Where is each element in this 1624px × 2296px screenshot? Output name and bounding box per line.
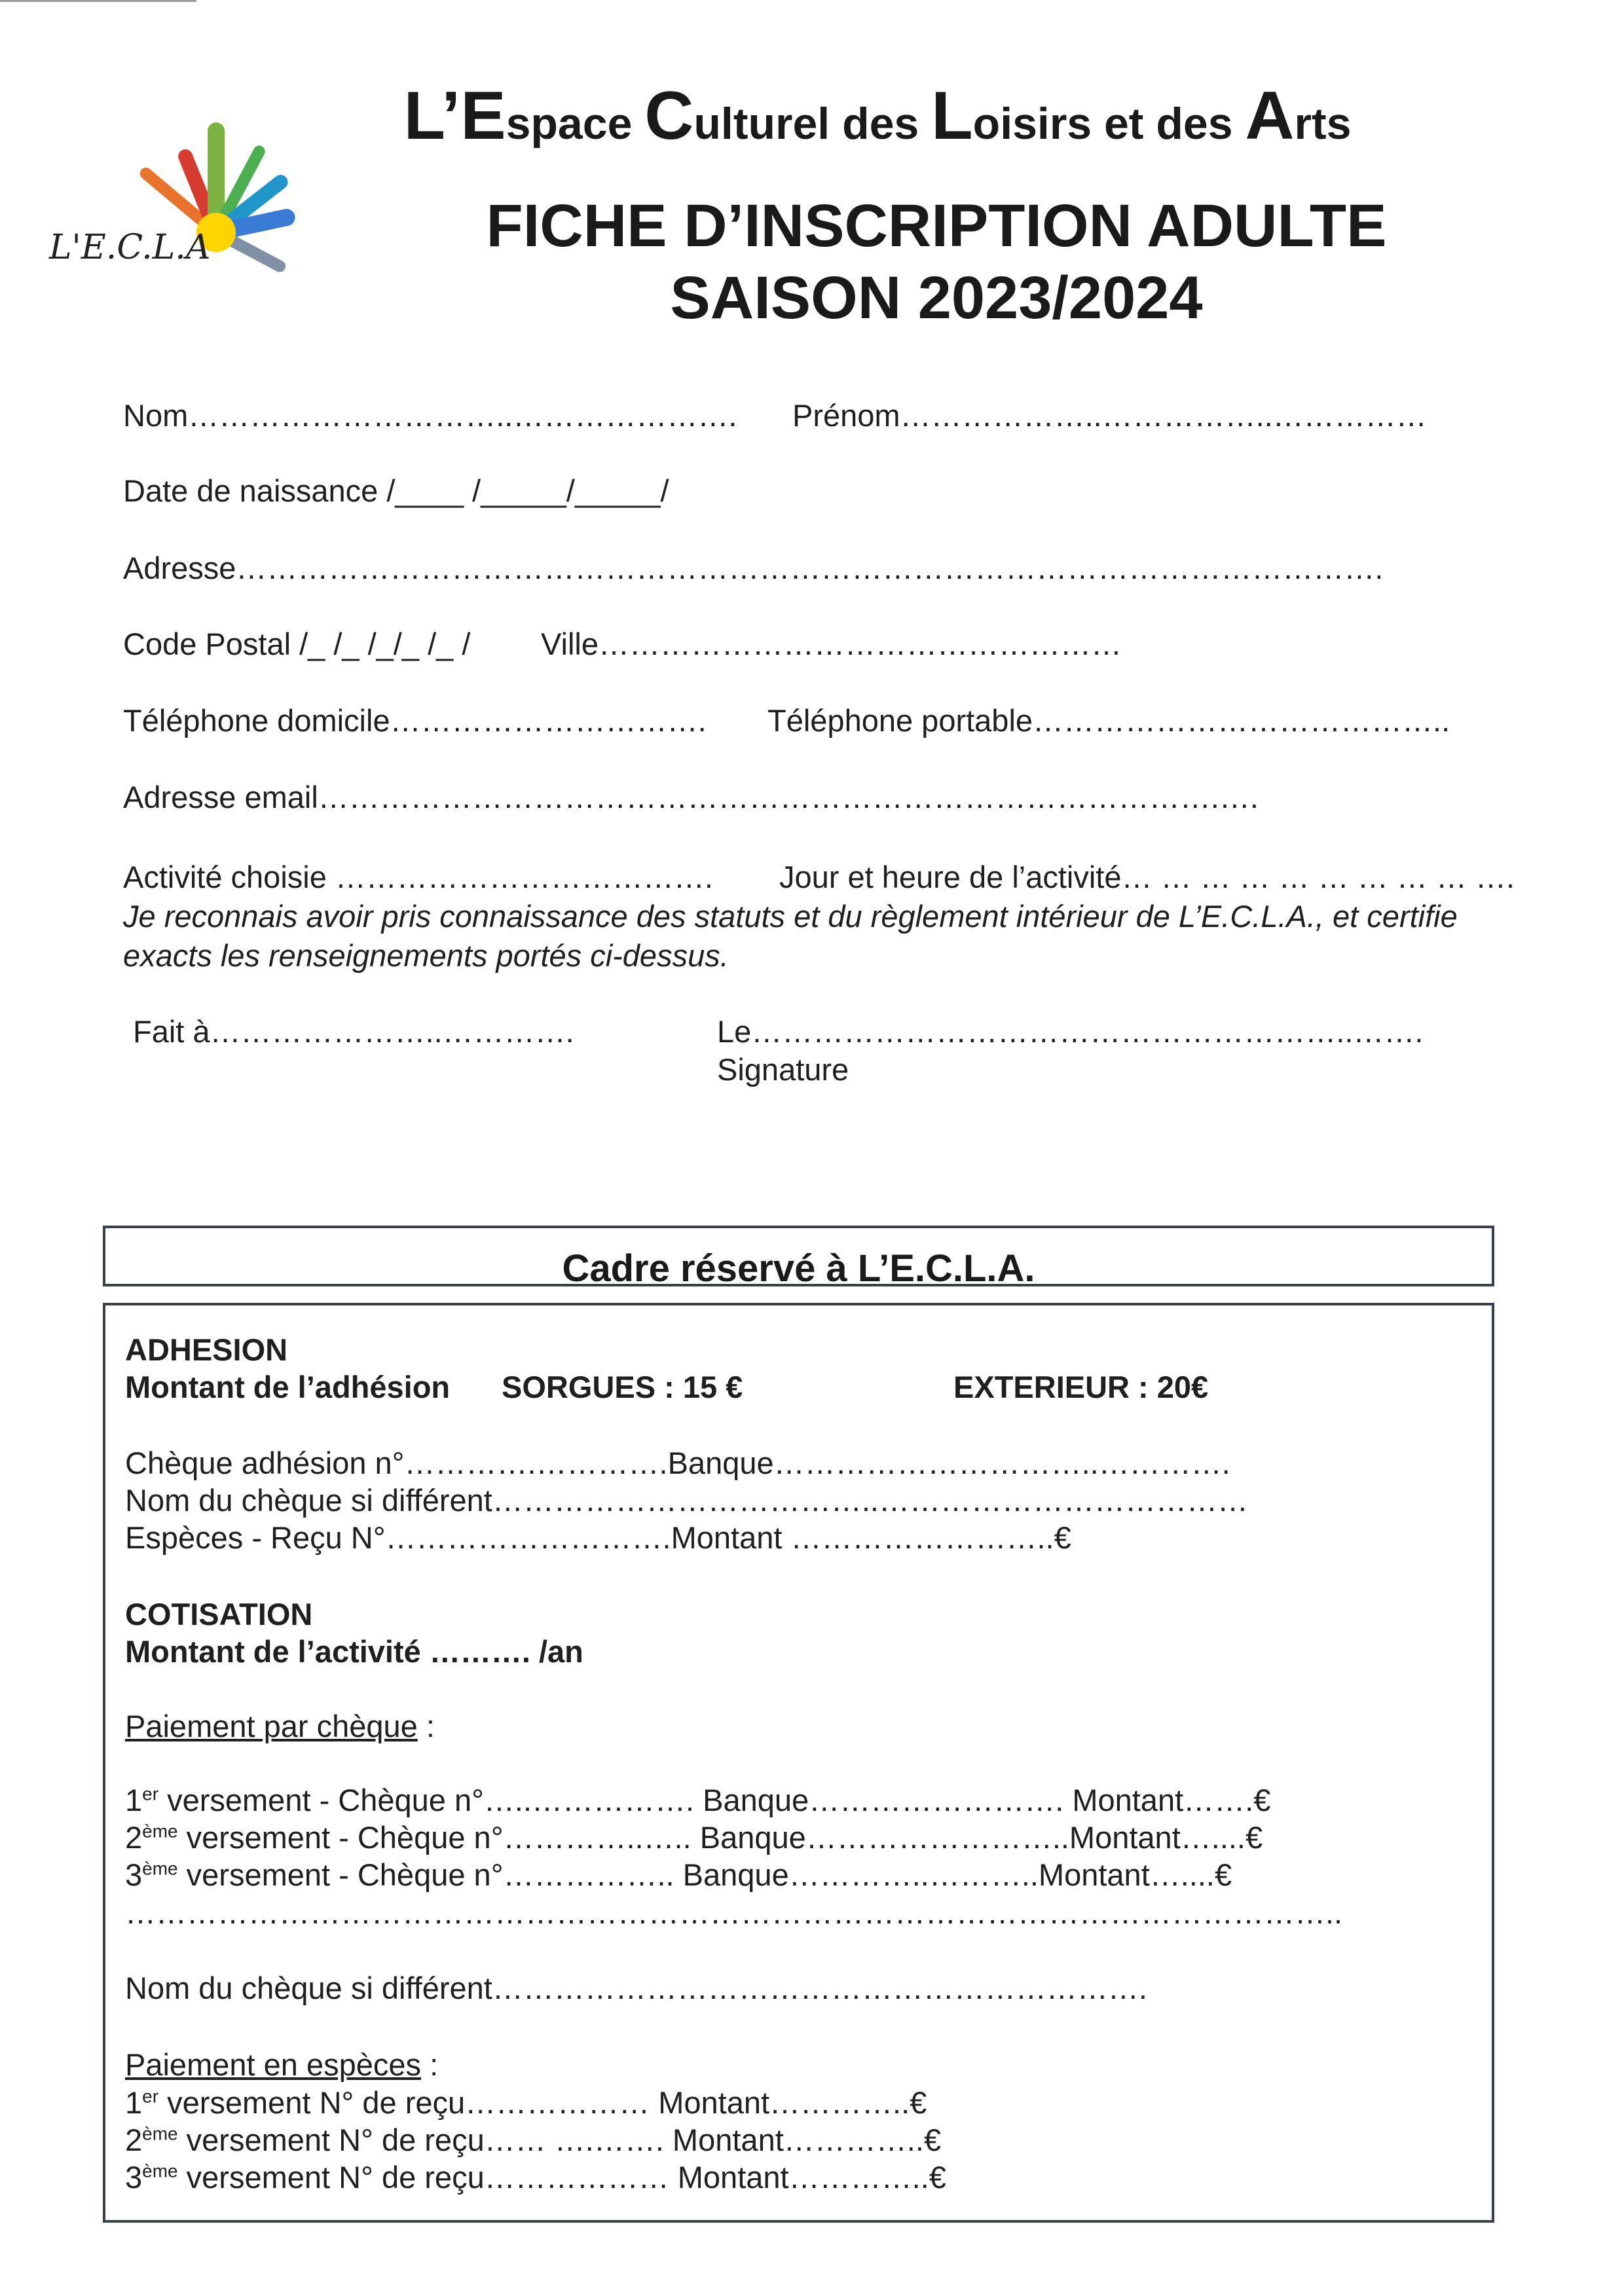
org-title-part: C <box>644 78 694 154</box>
org-title-part: L <box>931 78 973 154</box>
row-ordinal-suffix: ème <box>142 2123 178 2144</box>
colon: : <box>417 1709 435 1743</box>
row-ordinal-suffix: ème <box>142 1821 178 1842</box>
form-title-line-1: FICHE D’INSCRIPTION ADULTE <box>486 192 1387 259</box>
reserved-frame-header <box>103 1226 1494 1290</box>
signature-label: Signature <box>717 1052 849 1087</box>
row-number: 1 <box>125 1783 143 1817</box>
paiement-especes-heading <box>125 2047 438 2083</box>
org-title-part: L’E <box>403 78 506 154</box>
date-le-field[interactable]: Le…………………………………………………..……. <box>717 1014 1424 1049</box>
adhesion-heading: ADHESION <box>125 1332 288 1367</box>
telephone-portable-field[interactable]: Téléphone portable………………………………….. <box>767 703 1450 738</box>
sorgues-price: SORGUES : 15 € <box>502 1370 743 1404</box>
row-text: versement N° de reçu……………… Montant…………..€ <box>158 2085 927 2120</box>
organization-title <box>0 77 1624 155</box>
exterieur-price: EXTERIEUR : 20€ <box>953 1370 1209 1404</box>
nom-field[interactable]: Nom…………………………..…………………. <box>123 398 737 433</box>
prenom-field[interactable]: Prénom………………..……………..…………… <box>792 398 1427 433</box>
telephone-domicile-field[interactable]: Téléphone domicile…………………………. <box>123 703 707 738</box>
paiement-especes-label: Paiement en espèces <box>125 2047 422 2082</box>
colon: : <box>421 2047 439 2082</box>
payment-row[interactable] <box>125 2122 941 2158</box>
paiement-cheque-label: Paiement par chèque <box>125 1709 418 1743</box>
row-number: 3 <box>125 2160 143 2195</box>
certification-line-2: exacts les renseignements portés ci-dessus. <box>123 938 729 973</box>
org-title-part: space <box>506 99 645 149</box>
row-text: versement N° de reçu…… ….……. Montant…………..€ <box>177 2123 942 2157</box>
row-text: versement N° de reçu……………… Montant…………..€ <box>177 2160 946 2195</box>
org-title-part: oisirs et des <box>972 99 1246 149</box>
paiement-cheque-heading <box>125 1708 435 1744</box>
reserved-frame-body <box>103 1303 1494 2223</box>
reserved-frame-title: Cadre réservé à L’E.C.L.A. <box>562 1247 1035 1290</box>
row-text: versement - Chèque n°…………..….. Banque……………………..Montant…....€ <box>177 1820 1263 1855</box>
cheque-adhesion-field[interactable]: Chèque adhésion n°………….………….Banque…………………………..…………. <box>125 1446 1230 1480</box>
jour-heure-field[interactable]: Jour et heure de l’activité… … … … … … … … … …. <box>779 860 1515 894</box>
row-number: 2 <box>125 2123 143 2157</box>
row-text: versement - Chèque n°…………….. Banque…………..………..Montant…....€ <box>177 1857 1232 1892</box>
row-ordinal-suffix: ème <box>142 2160 178 2181</box>
scan-edge-line <box>0 0 196 2</box>
row-ordinal-suffix: er <box>142 1783 159 1804</box>
row-text: versement - Chèque n°…..……………. Banque……………………. Montant…….€ <box>158 1783 1271 1817</box>
payment-row[interactable] <box>125 1782 1270 1818</box>
org-title-part: ulturel des <box>693 99 932 149</box>
payment-row[interactable] <box>125 2085 927 2121</box>
certification-line-1: Je reconnais avoir pris connaissance des statuts et du règlement intérieur de L’E.C.L.A., et certifie <box>123 899 1458 934</box>
email-field[interactable]: Adresse email…………………………………………………………………………….…. <box>123 780 1259 814</box>
nom-cheque-field[interactable]: Nom du chèque si différent………………………………..……………………………… <box>125 1483 1248 1518</box>
row-number: 3 <box>125 1857 143 1892</box>
date-naissance-field[interactable]: Date de naissance /____ /_____/_____/ <box>123 473 669 508</box>
ville-field[interactable]: Ville…………………………………………… <box>541 627 1122 661</box>
logo-ray <box>232 217 286 229</box>
logo-ray <box>231 240 280 266</box>
payment-row[interactable] <box>125 1819 1263 1855</box>
nom-cheque-field-2[interactable]: Nom du chèque si différent………………………………………………………. <box>125 1971 1147 2005</box>
dotted-line[interactable]: ……………………………………………………………………………………………………….. <box>125 1895 1343 1930</box>
logo-text: L'E.C.L.A <box>49 228 211 267</box>
adresse-field[interactable]: Adresse…………………………………………………………………………………………………. <box>123 551 1384 585</box>
form-title-line-2: SAISON 2023/2024 <box>670 264 1203 331</box>
payment-row[interactable] <box>125 2159 946 2195</box>
fait-a-field[interactable]: Fait à…………………..…………. <box>133 1014 574 1049</box>
cotisation-amount-label[interactable]: Montant de l’activité ………. /an <box>125 1634 583 1669</box>
org-title-part: A <box>1245 78 1295 154</box>
especes-recu-field[interactable]: Espèces - Reçu N°……………………….Montant ……………………..€ <box>125 1520 1071 1555</box>
cotisation-heading: COTISATION <box>125 1597 313 1631</box>
payment-row[interactable] <box>125 1857 1232 1893</box>
activite-field[interactable]: Activité choisie ………………………………. <box>123 860 713 894</box>
row-number: 2 <box>125 1820 143 1855</box>
row-ordinal-suffix: er <box>142 2086 159 2107</box>
adhesion-amount-label: Montant de l’adhésion <box>125 1370 451 1404</box>
row-ordinal-suffix: ème <box>142 1858 178 1879</box>
org-title-part: rts <box>1294 99 1352 149</box>
row-number: 1 <box>125 2085 143 2120</box>
code-postal-field[interactable]: Code Postal /_ /_ /_/_ /_ / <box>123 627 471 661</box>
form-title <box>327 190 1545 334</box>
